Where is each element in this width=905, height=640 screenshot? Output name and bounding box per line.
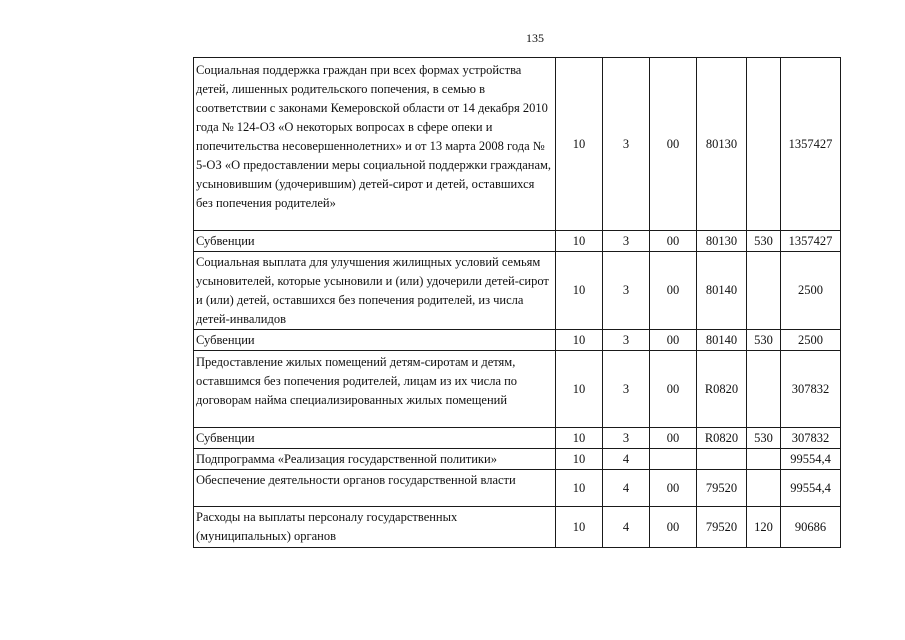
row-name: Субвенции [194, 231, 556, 252]
row-name: Предоставление жилых помещений детям-сиротам и детям, оставшимся без попечения родителей, лицам из их числа по договорам найма специализированных жилых помещений [194, 351, 556, 428]
row-name: Субвенции [194, 330, 556, 351]
row-name: Социальная выплата для улучшения жилищных условий семьям усыновителей, которые усыновили и (или) удочерили детей-сирот и (или) детей, оставшихся без попечения родителей, из числа детей-инвалидов [194, 252, 556, 330]
row-subsection: 3 [603, 330, 650, 351]
row-subsection: 3 [603, 58, 650, 231]
row-amount: 307832 [781, 428, 841, 449]
row-subsection: 3 [603, 231, 650, 252]
row-type [747, 449, 781, 470]
row-subsection: 4 [603, 507, 650, 548]
row-name: Социальная поддержка граждан при всех формах устройства детей, лишенных родительского попечения, в семью в соответствии с законами Кемеровской области от 14 декабря 2010 года № 124-ОЗ «О некоторых вопросах в сфере опеки и попечительства несовершеннолетних» и от 13 марта 2008 года № 5-ОЗ «О предоставлении меры социальной поддержки гражданам, усыновившим (удочерившим) детей-сирот и детей, оставшихся без попечения родителей» [194, 58, 556, 231]
table-row [194, 507, 841, 548]
row-subsection: 3 [603, 252, 650, 330]
table-row [194, 330, 841, 351]
table-row [194, 231, 841, 252]
row-amount: 2500 [781, 330, 841, 351]
row-program: 00 [650, 252, 697, 330]
row-code [697, 449, 747, 470]
row-subsection: 4 [603, 449, 650, 470]
row-section: 10 [556, 330, 603, 351]
row-program [650, 449, 697, 470]
row-code: 80140 [697, 252, 747, 330]
budget-table [193, 57, 841, 548]
row-section: 10 [556, 58, 603, 231]
row-program: 00 [650, 231, 697, 252]
row-program: 00 [650, 351, 697, 428]
row-code: R0820 [697, 428, 747, 449]
row-code: 80130 [697, 231, 747, 252]
row-section: 10 [556, 231, 603, 252]
row-type: 530 [747, 428, 781, 449]
row-type [747, 58, 781, 231]
row-name: Расходы на выплаты персоналу государственных (муниципальных) органов [194, 507, 556, 548]
row-code: 80130 [697, 58, 747, 231]
row-program: 00 [650, 330, 697, 351]
row-subsection: 3 [603, 351, 650, 428]
page-number: 135 [526, 31, 544, 45]
row-name: Обеспечение деятельности органов государственной власти [194, 470, 556, 507]
row-amount: 99554,4 [781, 449, 841, 470]
row-amount: 99554,4 [781, 470, 841, 507]
row-name: Субвенции [194, 428, 556, 449]
table-row [194, 428, 841, 449]
row-type: 120 [747, 507, 781, 548]
row-section: 10 [556, 252, 603, 330]
row-program: 00 [650, 58, 697, 231]
row-section: 10 [556, 428, 603, 449]
row-code: 79520 [697, 507, 747, 548]
row-name: Подпрограмма «Реализация государственной политики» [194, 449, 556, 470]
row-code: 80140 [697, 330, 747, 351]
table-row [194, 252, 841, 330]
table-row [194, 351, 841, 428]
row-type: 530 [747, 231, 781, 252]
row-program: 00 [650, 428, 697, 449]
row-type [747, 351, 781, 428]
row-code: 79520 [697, 470, 747, 507]
row-subsection: 3 [603, 428, 650, 449]
row-code: R0820 [697, 351, 747, 428]
table-row [194, 58, 841, 231]
row-section: 10 [556, 351, 603, 428]
row-amount: 307832 [781, 351, 841, 428]
row-section: 10 [556, 449, 603, 470]
row-amount: 90686 [781, 507, 841, 548]
row-program: 00 [650, 507, 697, 548]
row-type: 530 [747, 330, 781, 351]
row-program: 00 [650, 470, 697, 507]
row-amount: 1357427 [781, 231, 841, 252]
row-section: 10 [556, 470, 603, 507]
row-subsection: 4 [603, 470, 650, 507]
row-amount: 1357427 [781, 58, 841, 231]
row-type [747, 470, 781, 507]
table-row [194, 449, 841, 470]
row-section: 10 [556, 507, 603, 548]
row-type [747, 252, 781, 330]
table-row [194, 470, 841, 507]
row-amount: 2500 [781, 252, 841, 330]
